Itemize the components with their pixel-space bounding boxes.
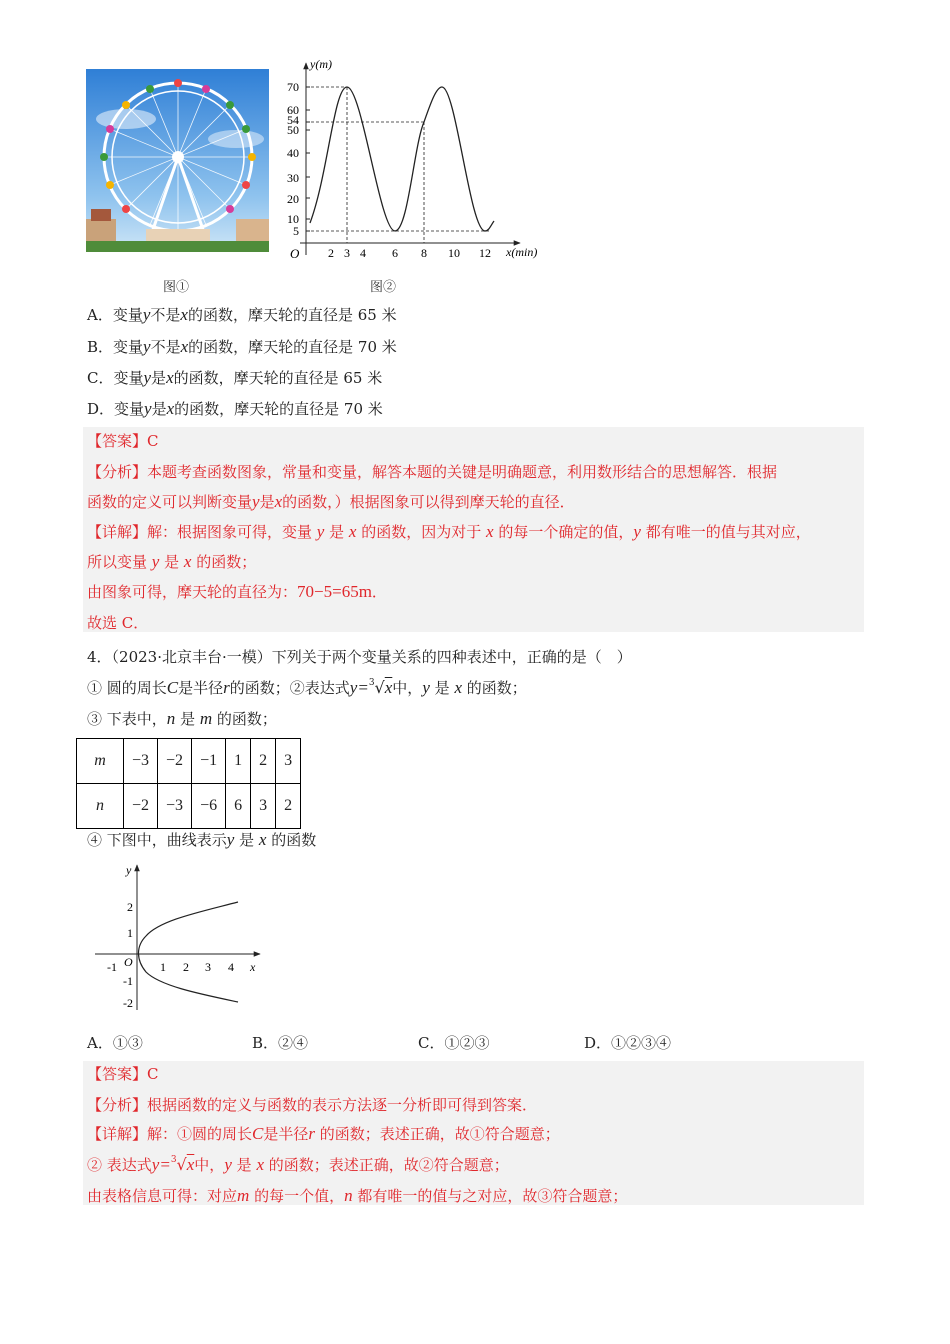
q4-detail-line2: ② 表达式y=$^3$√x中，y 是 x 的函数；表述正确，故②符合题意； bbox=[87, 1155, 509, 1174]
q3-detail-line2: 所以变量 y 是 x 的函数； bbox=[87, 552, 257, 571]
y-tick-5: 5 bbox=[293, 224, 299, 238]
x-tick-6: 6 bbox=[392, 246, 398, 260]
q4-statement-1-2: ① 圆的周长C是半径r的函数；②表达式y=$^3$√x中，y 是 x 的函数； bbox=[87, 678, 527, 697]
table-cell: −2 bbox=[158, 739, 192, 784]
table-cell: −3 bbox=[124, 739, 158, 784]
q4-statement-4: ④ 下图中，曲线表示y 是 x 的函数 bbox=[87, 830, 317, 849]
x-tick-3: 3 bbox=[344, 246, 350, 260]
q4-detail-line1: 【详解】解：①圆的周长C是半径r 的函数；表述正确，故①符合题意； bbox=[87, 1124, 560, 1143]
figure2-caption: 图② bbox=[370, 280, 397, 295]
x-tick-2: 2 bbox=[183, 960, 189, 974]
q4-option-b: B．②④ bbox=[252, 1034, 309, 1052]
y-tick-50: 50 bbox=[287, 123, 299, 137]
y-tick-40: 40 bbox=[287, 146, 299, 160]
x-tick-1: 1 bbox=[160, 960, 166, 974]
y-tick-neg1: -1 bbox=[123, 974, 133, 988]
y-tick-30: 30 bbox=[287, 171, 299, 185]
x-axis-label: x bbox=[250, 960, 256, 974]
y-tick-60: 60 bbox=[287, 103, 299, 117]
x-tick-neg1: -1 bbox=[107, 960, 117, 974]
table-row-n bbox=[77, 784, 301, 829]
table-header-n: n bbox=[77, 784, 124, 829]
y-tick-1: 1 bbox=[127, 926, 133, 940]
table-cell: 3 bbox=[276, 739, 301, 784]
q4-option-d: D．①②③④ bbox=[584, 1034, 672, 1052]
q3-detail-line1: 【详解】解：根据图象可得，变量 y 是 x 的函数，因为对于 x 的每一个确定的值，y 都有唯一的值与其对应， bbox=[87, 522, 811, 541]
y-axis-label: y bbox=[126, 863, 132, 877]
y-tick-70: 70 bbox=[287, 80, 299, 94]
x-tick-3: 3 bbox=[205, 960, 211, 974]
table-cell: −2 bbox=[124, 784, 158, 829]
figure1-caption: 图① bbox=[163, 280, 190, 295]
q3-option-b: B．变量y不是x的函数，摩天轮的直径是 70 米 bbox=[87, 337, 397, 356]
x-tick-8: 8 bbox=[421, 246, 427, 260]
x-tick-10: 10 bbox=[448, 246, 460, 260]
y-tick-54: 54 bbox=[287, 113, 299, 127]
x-tick-2: 2 bbox=[328, 246, 334, 260]
cube-root-expression: $^3$√x bbox=[368, 678, 393, 697]
q4-statement-3: ③ 下表中，n 是 m 的函数； bbox=[87, 709, 277, 728]
q3-option-a: A．变量y不是x的函数，摩天轮的直径是 65 米 bbox=[87, 305, 397, 324]
y-tick-20: 20 bbox=[287, 192, 299, 206]
table-cell: −6 bbox=[192, 784, 226, 829]
q4-stem: 4．（2023·北京丰台·一模）下列关于两个变量关系的四种表述中，正确的是（ ） bbox=[87, 648, 632, 666]
q3-analysis-line1: 【分析】本题考查函数图象，常量和变量，解答本题的关键是明确题意，利用数形结合的思想解答．根据 bbox=[87, 463, 778, 481]
height-curve bbox=[310, 87, 494, 231]
q3-option-c: C．变量y是x的函数，摩天轮的直径是 65 米 bbox=[87, 368, 383, 387]
m-n-table bbox=[76, 738, 301, 829]
q4-analysis: 【分析】根据函数的定义与函数的表示方法逐一分析即可得到答案． bbox=[87, 1096, 538, 1114]
q4-detail-line3: 由表格信息可得：对应m 的每一个值，n 都有唯一的值与之对应，故③符合题意； bbox=[87, 1186, 628, 1205]
q3-detail-line3: 由图象可得，摩天轮的直径为：70−5=65m． bbox=[87, 582, 387, 601]
table-row-m bbox=[77, 739, 301, 784]
q4-option-c: C．①②③ bbox=[418, 1034, 490, 1052]
origin-label: O bbox=[290, 246, 300, 261]
table-cell: 1 bbox=[226, 739, 251, 784]
table-cell: 2 bbox=[276, 784, 301, 829]
y-tick-neg2: -2 bbox=[123, 996, 133, 1010]
origin-label: O bbox=[124, 955, 133, 969]
table-header-m: m bbox=[77, 739, 124, 784]
x-tick-12: 12 bbox=[479, 246, 491, 260]
table-cell: 6 bbox=[226, 784, 251, 829]
y-tick-10: 10 bbox=[287, 212, 299, 226]
x-tick-4: 4 bbox=[228, 960, 234, 974]
q3-detail-line4: 故选 C． bbox=[87, 614, 149, 632]
q3-analysis-line2: 函数的定义可以判断变量y是x的函数，）根据图象可以得到摩天轮的直径． bbox=[87, 492, 575, 511]
table-cell: 2 bbox=[251, 739, 276, 784]
sideways-parabola-graph bbox=[90, 860, 270, 1015]
q3-option-d: D．变量y是x的函数，摩天轮的直径是 70 米 bbox=[87, 399, 383, 418]
table-cell: −1 bbox=[192, 739, 226, 784]
y-axis-label: y(m) bbox=[310, 57, 332, 71]
height-time-graph bbox=[280, 55, 550, 270]
q3-answer: 【答案】C bbox=[87, 432, 159, 450]
table-cell: 3 bbox=[251, 784, 276, 829]
table-cell: −3 bbox=[158, 784, 192, 829]
cube-root-expression: $^3$√x bbox=[170, 1155, 195, 1174]
parabola-curve bbox=[139, 902, 239, 1002]
x-tick-4: 4 bbox=[360, 246, 366, 260]
y-tick-2: 2 bbox=[127, 900, 133, 914]
ferris-wheel-photo bbox=[86, 69, 269, 252]
q4-option-a: A．①③ bbox=[87, 1034, 143, 1052]
q4-answer: 【答案】C bbox=[87, 1065, 159, 1083]
x-axis-label: x(min) bbox=[506, 245, 538, 259]
